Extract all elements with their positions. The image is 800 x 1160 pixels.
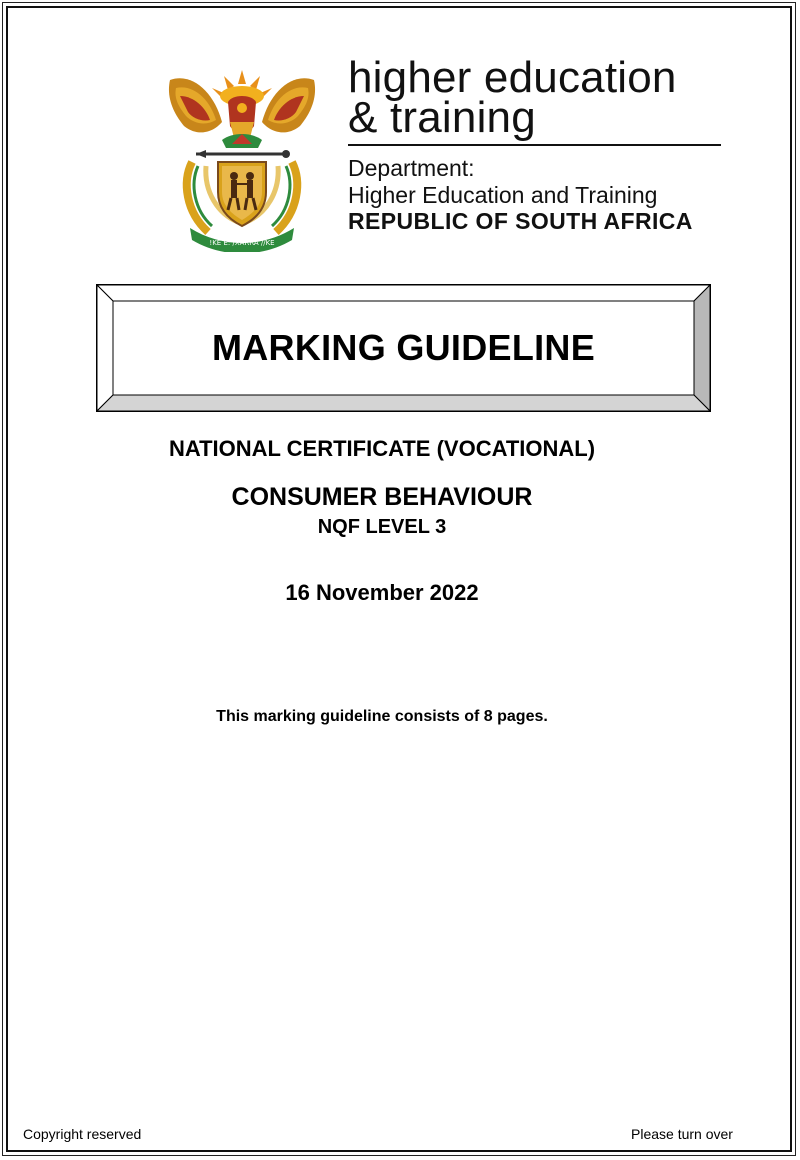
svg-text:!KE E: /XARRA //KE: !KE E: /XARRA //KE <box>209 239 275 247</box>
nqf-level: NQF LEVEL 3 <box>317 516 447 538</box>
brand-divider <box>348 144 721 146</box>
country-name: REPUBLIC OF SOUTH AFRICA <box>348 208 693 234</box>
coat-of-arms-logo <box>162 62 322 252</box>
qualification-heading: NATIONAL CERTIFICATE (VOCATIONAL) <box>168 436 596 461</box>
turn-over-notice: Please turn over <box>631 1126 733 1142</box>
department-name: Higher Education and Training <box>348 182 658 208</box>
exam-date: 16 November 2022 <box>285 580 479 605</box>
brand-line-2: & training <box>348 93 536 142</box>
subject-heading: CONSUMER BEHAVIOUR <box>231 483 533 511</box>
copyright-notice: Copyright reserved <box>23 1126 142 1142</box>
page-count-note: This marking guideline consists of 8 pages. <box>216 708 548 725</box>
department-header <box>348 53 728 235</box>
department-label: Department: <box>348 155 475 181</box>
title-frame <box>96 284 711 412</box>
document-title: MARKING GUIDELINE <box>211 327 596 368</box>
brand-line-1: higher education <box>348 53 677 102</box>
